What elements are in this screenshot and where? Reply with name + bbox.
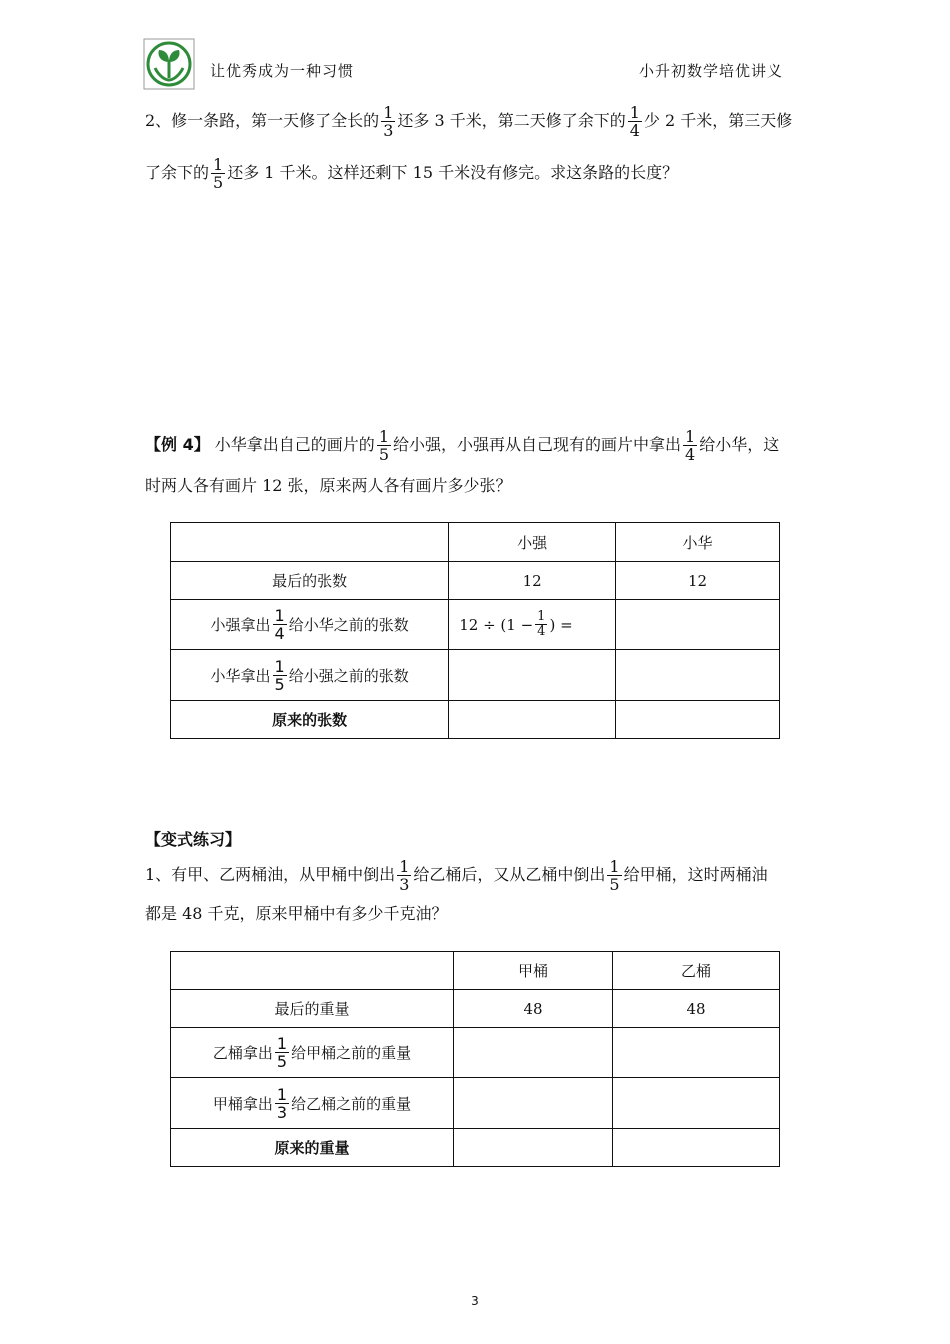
header-motto: 让优秀成为一种习惯 [210,62,355,80]
table-header-cell: 小华 [615,523,779,562]
variant-text: 1、有甲、乙两桶油，从甲桶中倒出 [145,865,396,884]
example-4-text: 时两人各有画片 12 张，原来两人各有画片多少张？ [145,476,512,495]
table-cell [615,650,779,701]
fraction: $\frac{1}{5}$ [378,427,389,464]
fraction: $\frac{1}{4}$ [274,606,285,643]
table-header-cell: 乙桶 [613,952,780,990]
page-header [143,38,813,90]
table-header-cell [171,952,454,990]
example-4-tag: 【例 4】 [145,435,210,454]
variant-text: 给乙桶后，又从乙桶中倒出 [413,865,606,884]
example-4-text: 小华拿出自己的画片的 [209,435,375,454]
problem-2-text: 2、修一条路，第一天修了全长的 [145,111,380,130]
row-label: 最后的张数 [171,562,449,600]
problem-2-text: 还多 1 千米。这样还剩下 15 千米没有修完。求这条路的长度？ [227,163,679,182]
table-cell [454,1078,613,1129]
fraction: $\frac{1}{5}$ [213,155,224,192]
table-header-cell: 甲桶 [454,952,613,990]
table-cell [454,1028,613,1078]
table-cell: 48 [454,990,613,1028]
table-row [171,1129,780,1167]
fraction: $\frac{1}{4}$ [629,103,640,140]
table-cell [449,650,616,701]
table-header-cell: 小强 [449,523,616,562]
table-header-row [171,523,780,562]
fraction: $\frac{1}{5}$ [609,857,620,894]
fraction: $\frac{1}{3}$ [276,1084,288,1122]
variant-title: 【变式练习】 [145,830,242,849]
table-cell: 48 [613,990,780,1028]
table-cell: 12 [615,562,779,600]
school-logo-icon [143,38,195,90]
table-cell [449,701,616,739]
fraction: $\frac{1}{5}$ [276,1034,288,1071]
example-4-text: 给小华，这 [699,435,780,454]
fraction: $\frac{1}{3}$ [383,103,394,140]
row-label: 原来的张数 [171,701,449,739]
table-cell [615,600,779,650]
table-cell [615,701,779,739]
fraction: $\frac{1}{3}$ [399,857,410,894]
variant-text: 给甲桶，这时两桶油 [623,865,768,884]
example-4-table [170,522,780,739]
row-label: 小华拿出 $\frac{1}{5}$ 给小强之前的张数 [171,650,449,701]
table-row [171,701,780,739]
variant-line-2 [145,904,448,924]
variant-line-1 [145,858,768,893]
variant-text: 都是 48 千克，原来甲桶中有多少千克油？ [145,904,448,923]
table-row [171,1078,780,1129]
page-number: 3 [471,1294,479,1308]
header-course-title: 小升初数学培优讲义 [638,62,783,80]
row-label: 原来的重量 [171,1129,454,1167]
table-cell: 12 [449,562,616,600]
table-cell [613,1078,780,1129]
problem-2-text: 少 2 千米，第三天修 [643,111,793,130]
problem-2-text: 了余下的 [145,163,210,182]
example-4-line-1 [145,428,779,463]
example-4-line-2 [145,476,512,496]
equation-cell: 12 ÷ (1 − $\frac{1}{4}$ ) = [449,600,616,650]
row-label: 甲桶拿出 $\frac{1}{3}$ 给乙桶之前的重量 [171,1078,454,1129]
table-row [171,1028,780,1078]
problem-2-line-1 [145,104,792,139]
table-row [171,650,780,701]
problem-2-line-2 [145,156,678,191]
example-4-text: 给小强，小强再从自己现有的画片中拿出 [393,435,682,454]
table-header-cell [171,523,449,562]
table-row [171,600,780,650]
table-header-row [171,952,780,990]
row-label: 乙桶拿出 $\frac{1}{5}$ 给甲桶之前的重量 [171,1028,454,1078]
fraction: $\frac{1}{5}$ [274,656,285,694]
fraction: $\frac{1}{4}$ [537,609,546,639]
table-cell [613,1028,780,1078]
row-label: 小强拿出 $\frac{1}{4}$ 给小华之前的张数 [171,600,449,650]
table-row [171,562,780,600]
variant-table [170,951,780,1167]
fraction: $\frac{1}{4}$ [685,427,696,464]
row-label: 最后的重量 [171,990,454,1028]
table-cell [454,1129,613,1167]
table-cell [613,1129,780,1167]
table-row [171,990,780,1028]
problem-2-text: 还多 3 千米，第二天修了余下的 [397,111,626,130]
